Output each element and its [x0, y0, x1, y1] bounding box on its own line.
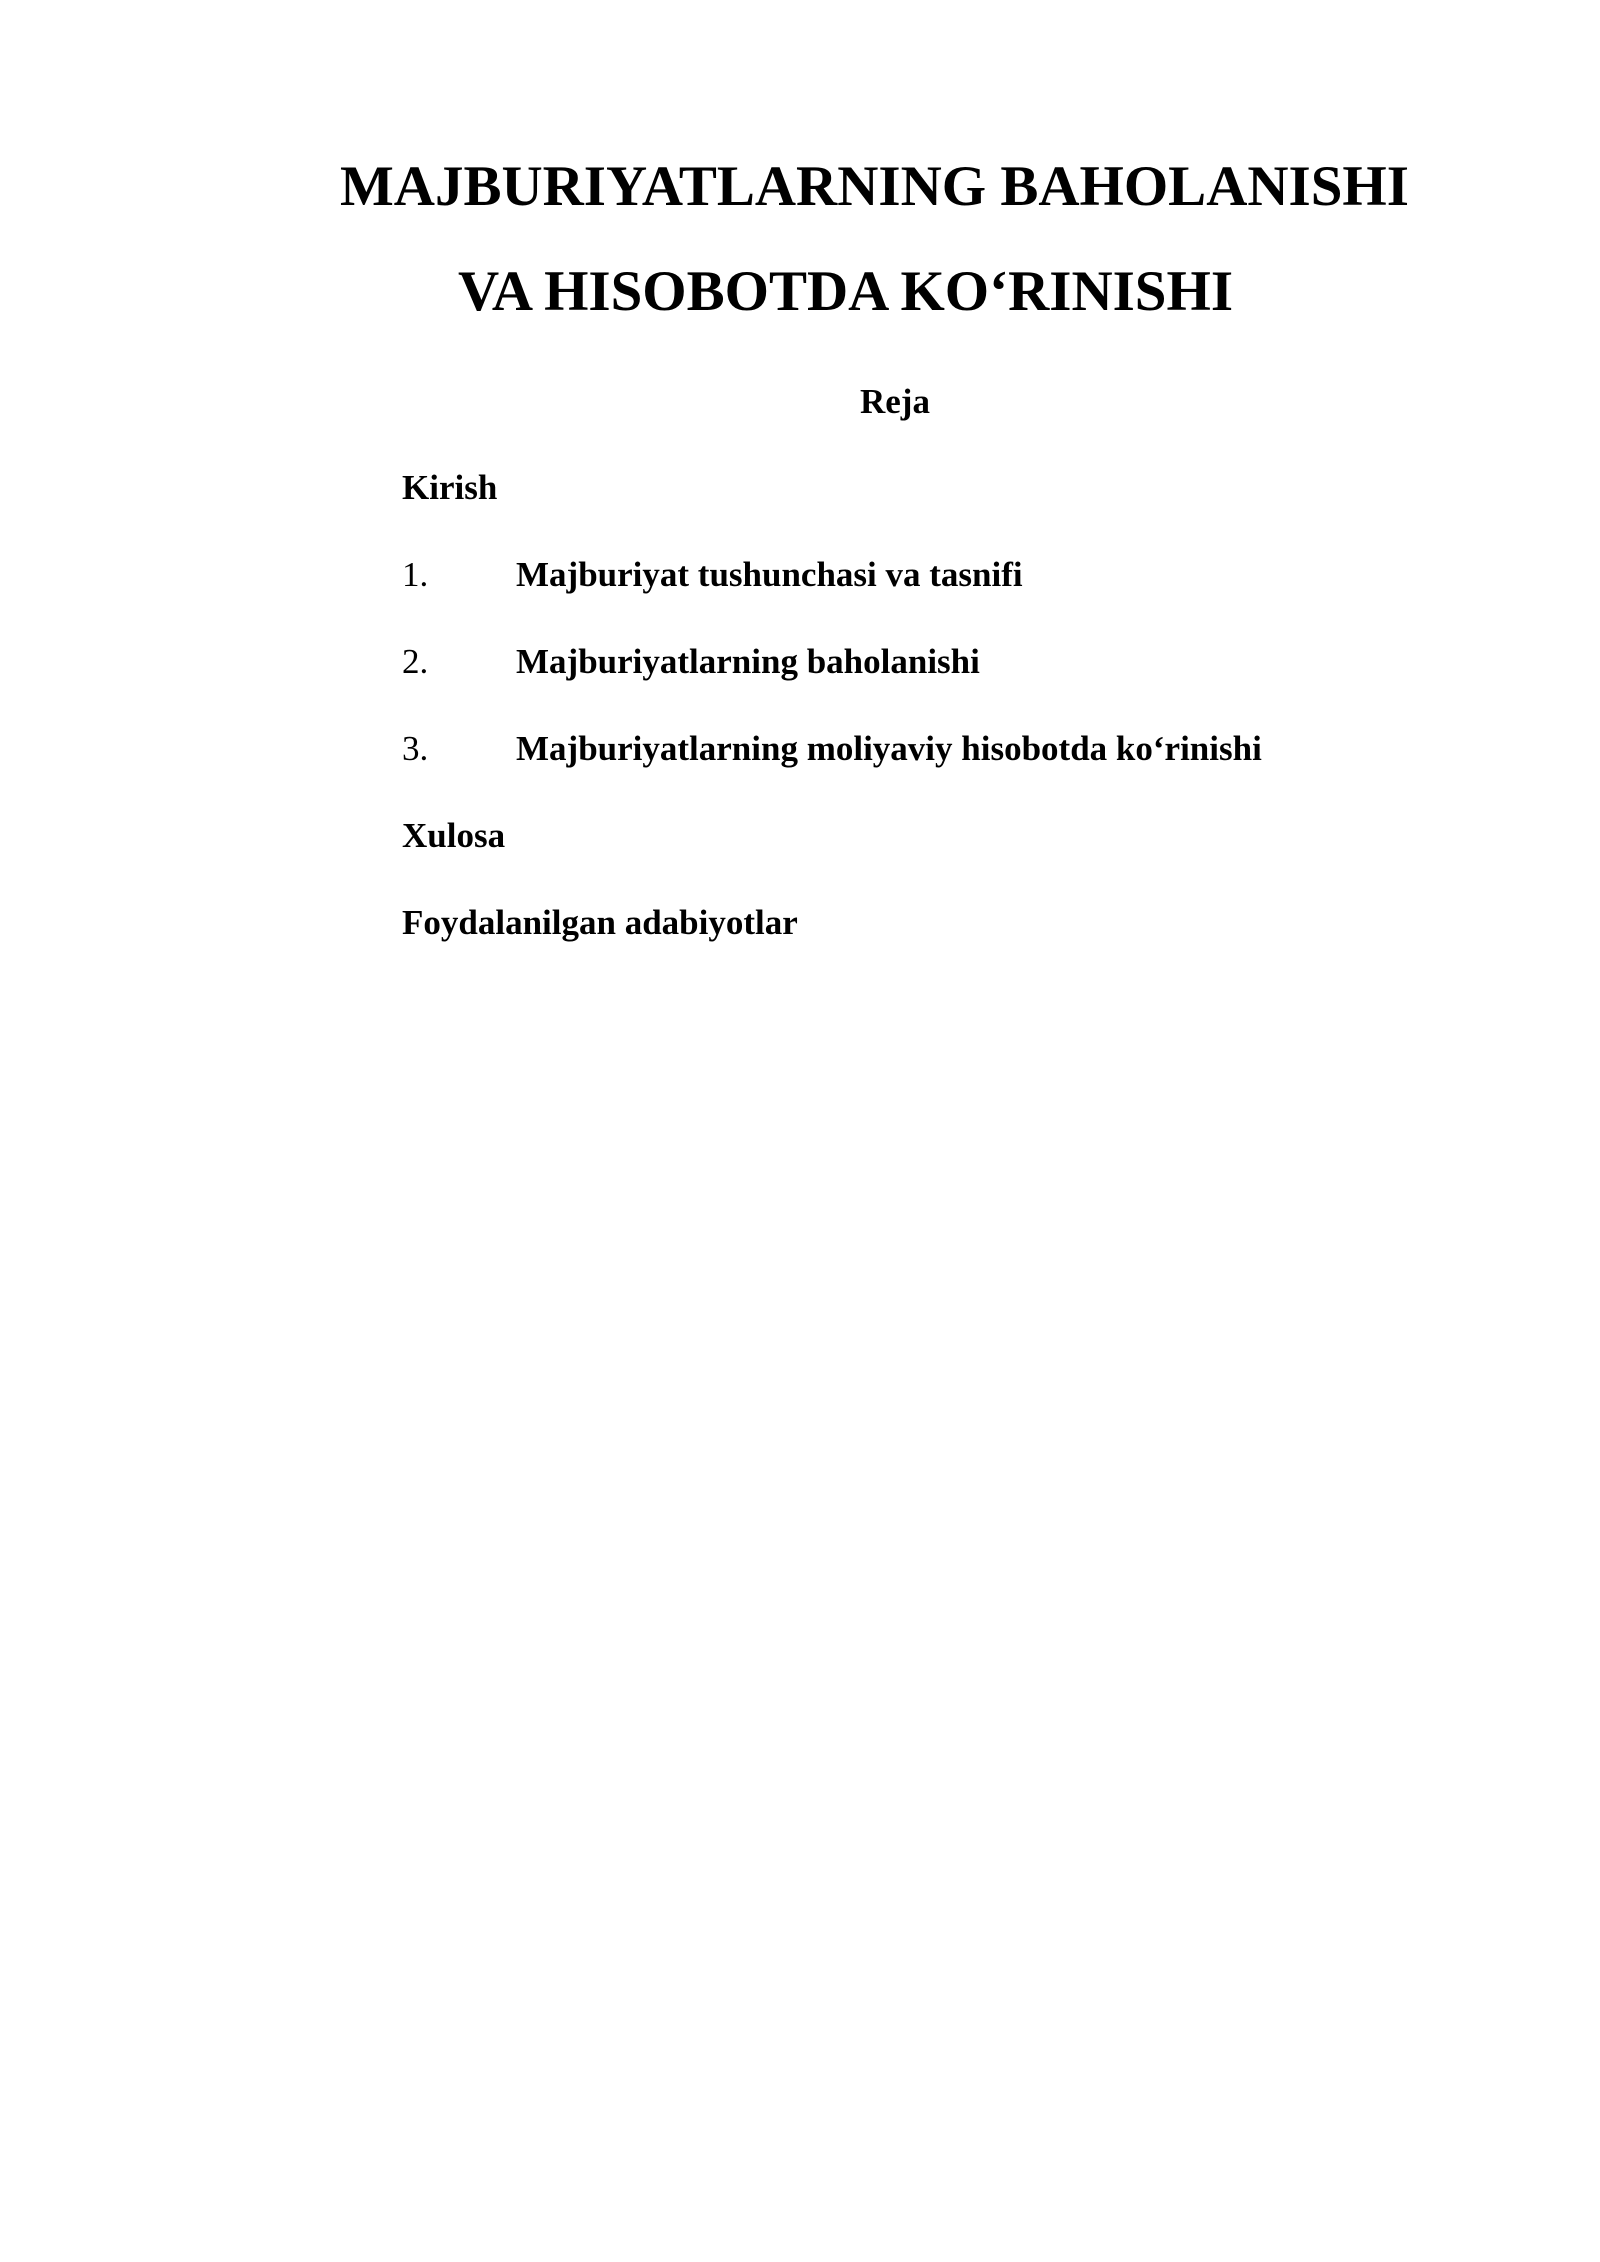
plan-item-3: [402, 725, 1402, 812]
plan-item-text: Kirish: [402, 468, 498, 507]
plan-item-references: [402, 899, 1402, 986]
plan-item-text: Majburiyatlarning baholanishi: [516, 642, 980, 681]
plan-item-text: Xulosa: [402, 816, 506, 855]
document-title-line-2: VA HISOBOTDA KO‘RINISHI: [458, 260, 1234, 323]
plan-item-1: [402, 551, 1402, 638]
plan-item-introduction: [402, 464, 1402, 551]
plan-list: [402, 464, 1402, 986]
plan-item-conclusion: [402, 812, 1402, 899]
document-title-line-1: MAJBURIYATLARNING BAHOLANISHI: [340, 155, 1409, 218]
plan-item-text: Majburiyat tushunchasi va tasnifi: [516, 555, 1023, 594]
plan-item-number: 3.: [402, 729, 429, 768]
plan-item-number: 1.: [402, 555, 429, 594]
plan-item-number: 2.: [402, 642, 429, 681]
plan-item-2: [402, 638, 1402, 725]
plan-heading: Reja: [860, 382, 930, 421]
plan-item-text: Majburiyatlarning moliyaviy hisobotda ko‘rinishi: [516, 729, 1262, 768]
plan-item-text: Foydalanilgan adabiyotlar: [402, 903, 798, 942]
